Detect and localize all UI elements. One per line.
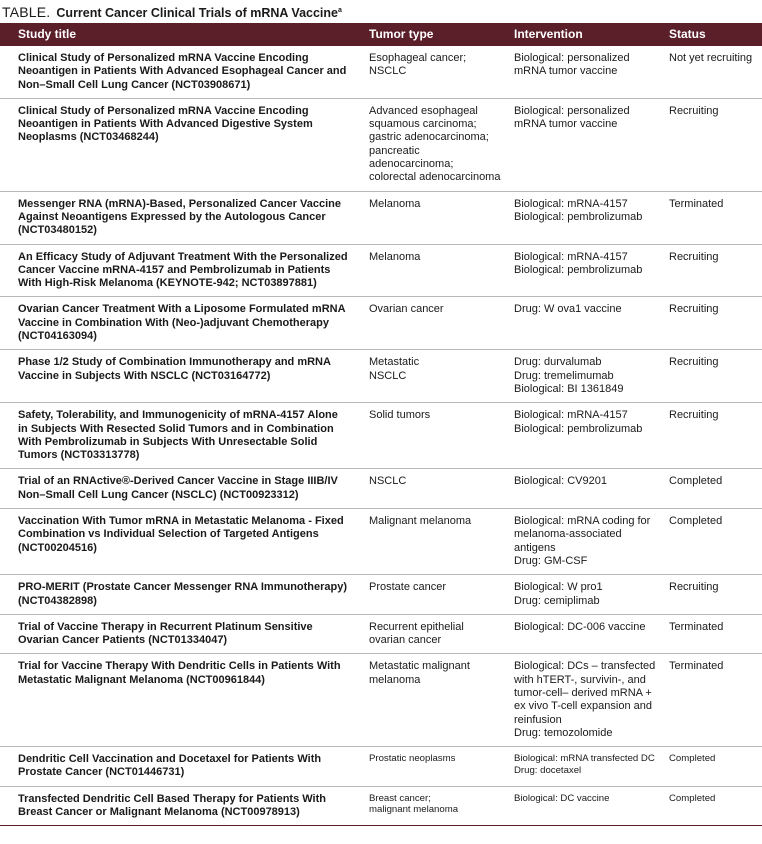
intervention-cell bbox=[505, 297, 660, 350]
study-title-cell: An Efficacy Study of Adjuvant Treatment With the Personalized Cancer Vaccine mRNA-4157 and Pembrolizumab in Patients With High-Risk Melanoma (KEYNOTE-942; NCT03897881) bbox=[0, 244, 360, 297]
intervention-cell-line: Biological: CV9201 bbox=[514, 475, 607, 488]
intervention-cell bbox=[505, 403, 660, 469]
table-label: TABLE. bbox=[2, 4, 51, 21]
table-row bbox=[0, 403, 762, 469]
tumor-type-cell-line: pancreatic adenocarcinoma; bbox=[369, 144, 454, 171]
status-cell: Completed bbox=[660, 469, 762, 509]
tumor-type-cell bbox=[360, 747, 505, 787]
study-title-cell: Vaccination With Tumor mRNA in Metastatic Melanoma - Fixed Combination vs Individual Selection of Targeted Antigens (NCT00204516) bbox=[0, 509, 360, 575]
intervention-cell-line: Biological: DCs – transfected with hTERT-, survivin-, and tumor-cell– derived mRNA + ex vivo T-cell expansion and reinfusion bbox=[514, 660, 656, 726]
tumor-type-cell-line: Recurrent epithelial ovarian cancer bbox=[369, 620, 464, 647]
study-title-cell: Clinical Study of Personalized mRNA Vaccine Encoding Neoantigen in Patients With Advanced Digestive System Neoplasms (NCT03468244) bbox=[0, 98, 360, 191]
intervention-cell-line: Biological: DC vaccine bbox=[514, 792, 610, 804]
footnote-marker: a bbox=[337, 7, 342, 14]
tumor-type-cell-line: NSCLC bbox=[369, 475, 407, 488]
study-title-cell: Safety, Tolerability, and Immunogenicity of mRNA-4157 Alone in Subjects With Resected Solid Tumors and in Combination With Pembrolizumab in Subjects With Unresectable Solid Tumors (NCT03313778) bbox=[0, 403, 360, 469]
tumor-type-cell-line: colorectal adenocarcinoma bbox=[369, 171, 501, 184]
tumor-type-cell-line: Metastatic bbox=[369, 356, 420, 369]
tumor-type-cell bbox=[360, 98, 505, 191]
study-title-cell: Transfected Dendritic Cell Based Therapy for Patients With Breast Cancer or Malignant Melanoma (NCT00978913) bbox=[0, 786, 360, 826]
intervention-cell-line: Biological: personalized mRNA tumor vaccine bbox=[514, 52, 630, 78]
tumor-type-cell-line: Malignant melanoma bbox=[369, 515, 472, 528]
tumor-type-cell bbox=[360, 654, 505, 747]
table-title-text: Current Cancer Clinical Trials of mRNA Vaccine bbox=[56, 6, 338, 21]
tumor-type-cell-line: malignant melanoma bbox=[369, 804, 459, 816]
intervention-cell-line: Biological: pembrolizumab bbox=[514, 210, 643, 223]
study-title-cell: Trial for Vaccine Therapy With Dendritic Cells in Patients With Metastatic Malignant Melanoma (NCT00961844) bbox=[0, 654, 360, 747]
intervention-cell-line: Drug: GM-CSF bbox=[514, 554, 588, 567]
intervention-cell bbox=[505, 654, 660, 747]
header-intervention: Intervention bbox=[505, 24, 660, 47]
intervention-cell bbox=[505, 509, 660, 575]
intervention-cell-line: Biological: pembrolizumab bbox=[514, 263, 643, 276]
status-cell: Terminated bbox=[660, 191, 762, 244]
table-row bbox=[0, 191, 762, 244]
table-row bbox=[0, 350, 762, 403]
tumor-type-cell-line: Advanced esophageal squamous carcinoma; bbox=[369, 104, 478, 131]
table-row bbox=[0, 98, 762, 191]
tumor-type-cell bbox=[360, 469, 505, 509]
tumor-type-cell-line: Solid tumors bbox=[369, 409, 431, 422]
study-title-cell: Ovarian Cancer Treatment With a Liposome Formulated mRNA Vaccine in Combination With (Neo-)adjuvant Chemotherapy (NCT04163094) bbox=[0, 297, 360, 350]
intervention-cell-line: Biological: BI 1361849 bbox=[514, 382, 624, 395]
intervention-cell bbox=[505, 350, 660, 403]
table-row bbox=[0, 747, 762, 787]
tumor-type-cell bbox=[360, 191, 505, 244]
intervention-cell bbox=[505, 469, 660, 509]
intervention-cell-line: Biological: mRNA-4157 bbox=[514, 250, 628, 263]
tumor-type-cell-line: Metastatic malignant melanoma bbox=[369, 660, 470, 686]
intervention-cell-line: Biological: personalized mRNA tumor vaccine bbox=[514, 104, 630, 131]
table-row bbox=[0, 786, 762, 826]
status-cell: Recruiting bbox=[660, 350, 762, 403]
tumor-type-cell-line: Melanoma bbox=[369, 197, 421, 210]
table-row bbox=[0, 654, 762, 747]
header-study-title: Study title bbox=[0, 24, 360, 47]
clinical-trials-table bbox=[0, 23, 762, 826]
tumor-type-cell bbox=[360, 403, 505, 469]
tumor-type-cell bbox=[360, 297, 505, 350]
status-cell: Terminated bbox=[660, 614, 762, 654]
study-title-cell: PRO-MERIT (Prostate Cancer Messenger RNA Immunotherapy) (NCT04382898) bbox=[0, 575, 360, 615]
intervention-cell bbox=[505, 575, 660, 615]
status-cell: Completed bbox=[660, 786, 762, 826]
tumor-type-cell bbox=[360, 614, 505, 654]
intervention-cell-line: Drug: cemiplimab bbox=[514, 594, 600, 607]
intervention-cell-line: Drug: tremelimumab bbox=[514, 369, 614, 382]
status-cell: Completed bbox=[660, 509, 762, 575]
header-row bbox=[0, 24, 762, 47]
study-title-cell: Messenger RNA (mRNA)-Based, Personalized Cancer Vaccine Against Neoantigens Expressed by the Autologous Cancer (NCT03480152) bbox=[0, 191, 360, 244]
study-title-cell: Trial of Vaccine Therapy in Recurrent Platinum Sensitive Ovarian Cancer Patients (NCT01334047) bbox=[0, 614, 360, 654]
tumor-type-cell-line: gastric adenocarcinoma; bbox=[369, 131, 489, 144]
tumor-type-cell-line: Prostatic neoplasms bbox=[369, 753, 456, 765]
status-cell: Recruiting bbox=[660, 297, 762, 350]
tumor-type-cell-line: Prostate cancer bbox=[369, 581, 447, 594]
status-cell: Recruiting bbox=[660, 98, 762, 191]
status-cell: Recruiting bbox=[660, 244, 762, 297]
tumor-type-cell bbox=[360, 575, 505, 615]
table-row bbox=[0, 614, 762, 654]
intervention-cell-line: Drug: temozolomide bbox=[514, 726, 613, 739]
header-status: Status bbox=[660, 24, 762, 47]
table-caption bbox=[2, 3, 342, 21]
table-row bbox=[0, 469, 762, 509]
intervention-cell-line: Biological: pembrolizumab bbox=[514, 422, 643, 435]
tumor-type-cell bbox=[360, 350, 505, 403]
tumor-type-cell-line: NSCLC bbox=[369, 369, 407, 382]
intervention-cell bbox=[505, 614, 660, 654]
intervention-cell-line: Biological: mRNA transfected DC bbox=[514, 753, 655, 765]
tumor-type-cell-line: Breast cancer; bbox=[369, 792, 431, 804]
intervention-cell-line: Biological: W pro1 bbox=[514, 581, 603, 594]
intervention-cell-line: Biological: mRNA-4157 bbox=[514, 409, 628, 422]
intervention-cell bbox=[505, 244, 660, 297]
study-title-cell: Phase 1/2 Study of Combination Immunotherapy and mRNA Vaccine in Subjects With NSCLC (NCT03164772) bbox=[0, 350, 360, 403]
intervention-cell bbox=[505, 786, 660, 826]
table-body bbox=[0, 46, 762, 826]
intervention-cell-line: Drug: durvalumab bbox=[514, 356, 602, 369]
study-title-cell: Trial of an RNActive®-Derived Cancer Vaccine in Stage IIIB/IV Non–Small Cell Lung Cancer (NSCLC) (NCT00923312) bbox=[0, 469, 360, 509]
study-title-cell: Dendritic Cell Vaccination and Docetaxel for Patients With Prostate Cancer (NCT01446731) bbox=[0, 747, 360, 787]
status-cell: Terminated bbox=[660, 654, 762, 747]
tumor-type-cell-line: Ovarian cancer bbox=[369, 303, 444, 316]
intervention-cell bbox=[505, 46, 660, 98]
tumor-type-cell-line: Melanoma bbox=[369, 250, 421, 263]
status-cell: Recruiting bbox=[660, 403, 762, 469]
table-row bbox=[0, 509, 762, 575]
intervention-cell bbox=[505, 98, 660, 191]
intervention-cell-line: Drug: W ova1 vaccine bbox=[514, 303, 622, 316]
tumor-type-cell-line: NSCLC bbox=[369, 65, 407, 78]
tumor-type-cell-line: Esophageal cancer; bbox=[369, 52, 467, 64]
study-title-cell: Clinical Study of Personalized mRNA Vaccine Encoding Neoantigen in Patients With Advanced Esophageal Cancer and Non–Small Cell Lung Cancer (NCT03908671) bbox=[0, 46, 360, 98]
intervention-cell-line: Biological: DC-006 vaccine bbox=[514, 620, 646, 633]
tumor-type-cell bbox=[360, 786, 505, 826]
status-cell: Not yet recruiting bbox=[660, 46, 762, 98]
table-row bbox=[0, 575, 762, 615]
table-row bbox=[0, 297, 762, 350]
status-cell: Recruiting bbox=[660, 575, 762, 615]
table-row bbox=[0, 244, 762, 297]
intervention-cell-line: Drug: docetaxel bbox=[514, 764, 582, 776]
intervention-cell bbox=[505, 191, 660, 244]
status-cell: Completed bbox=[660, 747, 762, 787]
table-title bbox=[56, 6, 341, 20]
intervention-cell-line: Biological: mRNA-4157 bbox=[514, 197, 628, 210]
intervention-cell bbox=[505, 747, 660, 787]
tumor-type-cell bbox=[360, 46, 505, 98]
header-tumor-type: Tumor type bbox=[360, 24, 505, 47]
intervention-cell-line: Biological: mRNA coding for melanoma-associated antigens bbox=[514, 515, 651, 554]
tumor-type-cell bbox=[360, 244, 505, 297]
table-row bbox=[0, 46, 762, 98]
tumor-type-cell bbox=[360, 509, 505, 575]
